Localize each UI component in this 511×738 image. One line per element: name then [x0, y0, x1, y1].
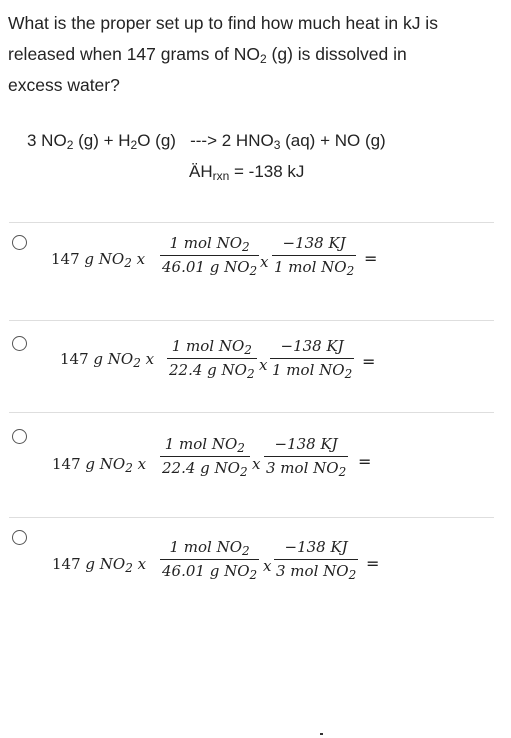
subscript: 2 [133, 356, 141, 370]
fraction-numerator [160, 234, 259, 255]
subscript: 2 [348, 568, 357, 582]
fraction-denominator [160, 559, 259, 580]
answer-option-1[interactable] [0, 222, 511, 317]
fraction-numerator: −138 KJ [280, 337, 344, 355]
lead-number: 147 [52, 455, 86, 473]
subscript: 2 [259, 52, 267, 66]
subscript: 2 [338, 465, 347, 479]
question-line-3: excess water? [8, 75, 120, 95]
lead-number: 147 [52, 555, 86, 573]
reaction-part: (g) + H [73, 131, 131, 150]
lead-unit: g NO [84, 250, 125, 268]
reaction-part: (aq) + NO (g) [280, 131, 386, 150]
option-lead [60, 350, 154, 368]
equals-sign: = [362, 352, 376, 371]
fraction-enthalpy [264, 435, 348, 477]
lead-times: x [140, 350, 155, 368]
subscript: 2 [244, 343, 252, 357]
numerator-text: 1 mol NO [169, 234, 243, 252]
subscript: 2 [344, 367, 353, 381]
option-lead [51, 250, 145, 268]
radio-button[interactable] [12, 530, 27, 545]
fraction-denominator [274, 559, 358, 580]
fraction-numerator [167, 337, 257, 358]
option-lead [52, 555, 146, 573]
subscript: 2 [239, 465, 248, 479]
answer-option-4[interactable] [0, 517, 511, 612]
radio-button[interactable] [12, 429, 27, 444]
enthalpy-value: = -138 kJ [229, 162, 305, 181]
fraction-molar-mass [167, 337, 257, 379]
denominator-text: 22.4 g NO [169, 361, 247, 379]
fraction-numerator: −138 KJ [282, 234, 346, 252]
answer-option-3[interactable] [0, 412, 511, 507]
stray-mark [320, 733, 323, 735]
fraction-numerator: −138 KJ [284, 538, 348, 556]
subscript: 3 [273, 138, 281, 152]
lead-unit: g NO [85, 455, 126, 473]
reaction-part: 3 NO [27, 131, 67, 150]
fraction-denominator [167, 358, 257, 379]
denominator-text: 22.4 g NO [162, 459, 240, 477]
times-sign: x [263, 557, 272, 575]
fraction-denominator [270, 358, 354, 379]
subscript: 2 [249, 568, 258, 582]
fraction-denominator [160, 456, 250, 477]
question-text [8, 8, 503, 101]
subscript: 2 [246, 367, 255, 381]
question-line-2-text: released when 147 grams of NO [8, 44, 260, 64]
fraction-molar-mass [160, 234, 259, 276]
question-line-1: What is the proper set up to find how much heat in kJ is [8, 13, 438, 33]
fraction-denominator [272, 255, 356, 276]
fraction-numerator: −138 KJ [274, 435, 338, 453]
fraction-numerator [160, 538, 259, 559]
fraction-molar-mass [160, 538, 259, 580]
times-sign: x [260, 253, 269, 271]
reaction-part: O (g) ---> 2 HNO [137, 131, 274, 150]
option-lead [52, 455, 146, 473]
denominator-text: 3 mol NO [266, 459, 339, 477]
times-sign: x [259, 356, 268, 374]
fraction-enthalpy [270, 337, 354, 379]
numerator-text: 1 mol NO [171, 337, 245, 355]
lead-times: x [132, 555, 147, 573]
radio-button[interactable] [12, 235, 27, 250]
subscript: 2 [124, 256, 132, 270]
subscript: 2 [66, 138, 74, 152]
subscript: 2 [249, 264, 258, 278]
lead-times: x [131, 250, 146, 268]
fraction-enthalpy [274, 538, 358, 580]
question-line-2 [8, 39, 503, 70]
lead-number: 147 [51, 250, 85, 268]
fraction-molar-mass [160, 435, 250, 477]
answer-option-2[interactable] [0, 320, 511, 415]
times-sign: x [252, 455, 261, 473]
subscript: 2 [130, 138, 138, 152]
denominator-text: 1 mol NO [272, 361, 345, 379]
equals-sign: = [364, 249, 378, 268]
fraction-denominator [160, 255, 259, 276]
enthalpy-symbol: ÄH [189, 162, 213, 181]
denominator-text: 1 mol NO [274, 258, 347, 276]
denominator-text: 46.01 g NO [162, 258, 250, 276]
numerator-text: 1 mol NO [169, 538, 243, 556]
subscript: 2 [242, 240, 250, 254]
subscript: 2 [125, 561, 133, 575]
lead-number: 147 [60, 350, 94, 368]
question-line-2-text-end: (g) is dissolved in [266, 44, 407, 64]
radio-button[interactable] [12, 336, 27, 351]
subscript: 2 [125, 461, 133, 475]
lead-unit: g NO [93, 350, 134, 368]
fraction-enthalpy [272, 234, 356, 276]
fraction-numerator [160, 435, 250, 456]
equals-sign: = [366, 554, 380, 573]
denominator-text: 46.01 g NO [162, 562, 250, 580]
reaction-line [27, 131, 386, 151]
equals-sign: = [358, 452, 372, 471]
fraction-denominator [264, 456, 348, 477]
lead-unit: g NO [85, 555, 126, 573]
lead-times: x [132, 455, 147, 473]
subscript: 2 [237, 441, 245, 455]
subscript: rxn [212, 169, 230, 183]
subscript: 2 [346, 264, 355, 278]
numerator-text: 1 mol NO [164, 435, 238, 453]
enthalpy-line [189, 162, 304, 182]
subscript: 2 [242, 544, 250, 558]
denominator-text: 3 mol NO [276, 562, 349, 580]
